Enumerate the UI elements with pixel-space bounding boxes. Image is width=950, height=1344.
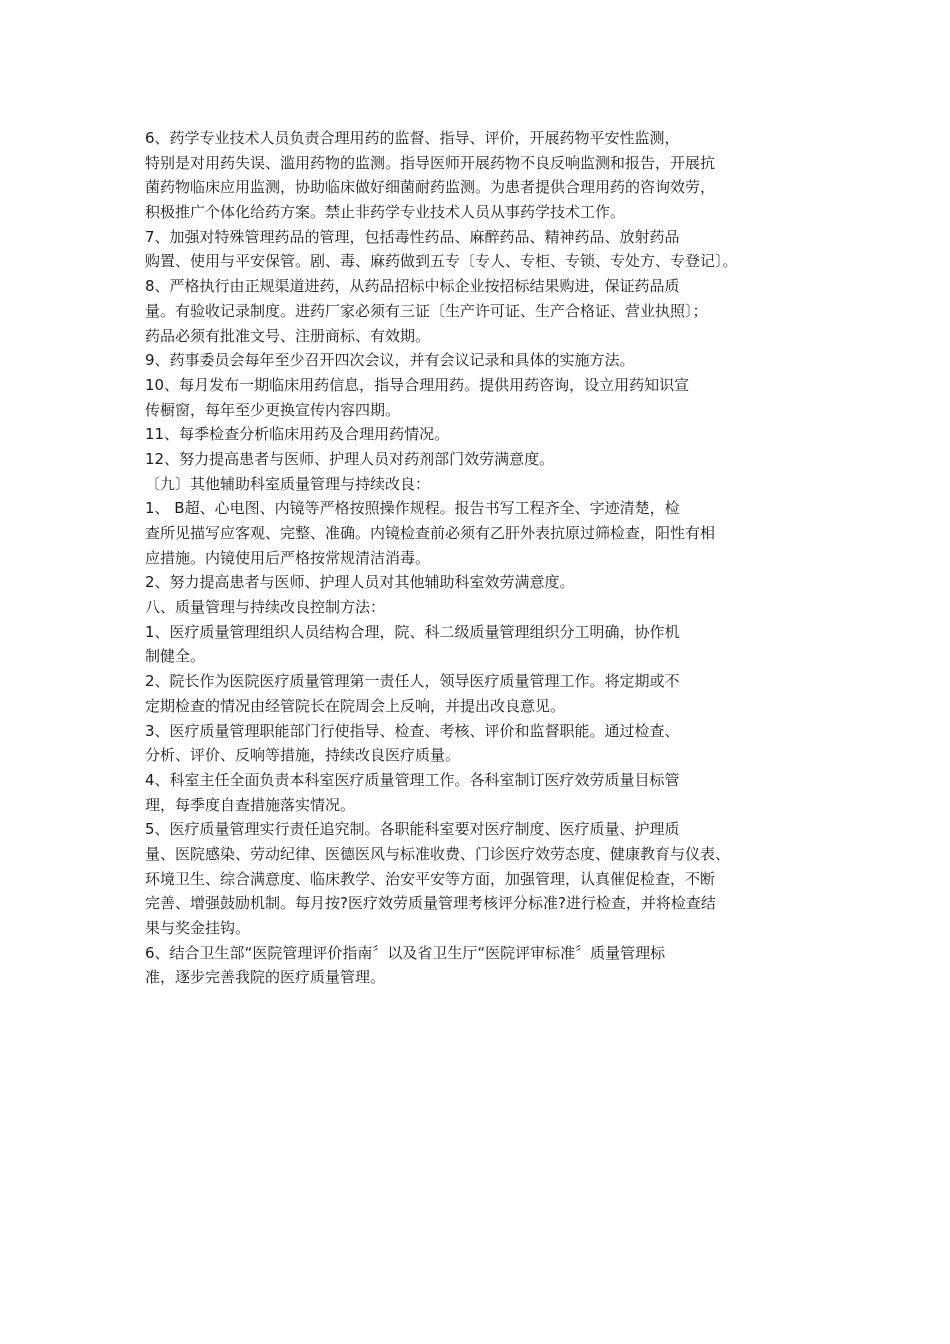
text-line: 药品必须有批准文号、注册商标、有效期。 (145, 326, 431, 345)
text-line: 11、每季检查分析临床用药及合理用药情况。 (145, 425, 450, 444)
text-line: 购置、使用与平安保管。剧、毒、麻药做到五专〔专人、专柜、专锁、专处方、专登记〕。 (145, 252, 738, 271)
text-line: 定期检查的情况由经管院长在院周会上反响，并提出改良意见。 (145, 696, 566, 715)
text-line: 5、医疗质量管理实行责任追究制。各职能科室要对医疗制度、医疗质量、护理质 (145, 820, 680, 839)
text-line: 分析、评价、反响等措施，持续改良医疗质量。 (145, 746, 461, 765)
text-line: 10、每月发布一期临床用药信息，指导合理用药。提供用药咨询，设立用药知识宣 (145, 375, 690, 394)
document-body (145, 126, 825, 990)
text-line: 理，每季度自查措施落实情况。 (145, 795, 356, 814)
text-line: 传橱窗，每年至少更换宣传内容四期。 (145, 400, 401, 419)
text-line: 菌药物临床应用监测，协助临床做好细菌耐药监测。为患者提供合理用药的咨询效劳， (145, 178, 716, 197)
text-line: 果与奖金挂钩。 (145, 919, 251, 937)
text-line: 2、院长作为医院医疗质量管理第一责任人，领导医疗质量管理工作。将定期或不 (145, 672, 680, 691)
text-line: 环境卫生、综合满意度、临床教学、治安平安等方面，加强管理，认真催促检查，不断 (145, 869, 716, 888)
text-line: 4、科室主任全面负责本科室医疗质量管理工作。各科室制订医疗效劳质量目标管 (145, 770, 680, 789)
text-line: 9、药事委员会每年至少召开四次会议，并有会议记录和具体的实施方法。 (145, 351, 635, 370)
text-line: 1、医疗质量管理组织人员结构合理，院、科二级质量管理组织分工明确，协作机 (145, 622, 680, 641)
text-line: 完善、增强鼓励机制。每月按?医疗效劳质量管理考核评分标准?进行检查，并将检查结 (145, 894, 716, 913)
text-line: 查所见描写应客观、完整、准确。内镜检查前必须有乙肝外表抗原过筛检查，阳性有相 (145, 524, 716, 542)
text-line: 应措施。内镜使用后严格按常规清洁消毒。 (145, 548, 431, 567)
text-line: 量、医院感染、劳动纪律、医德医风与标准收费、门诊医疗效劳态度、健康教育与仪表、 (145, 844, 731, 863)
text-line: 6、结合卫生部“医院管理评价指南〞以及省卫生厅“医院评审标准〞质量管理标 (145, 943, 666, 962)
text-line: 制健全。 (145, 647, 206, 666)
text-line: 2、努力提高患者与医师、护理人员对其他辅助科室效劳满意度。 (145, 573, 575, 592)
text-line: 〔九〕其他辅助科室质量管理与持续改良： (145, 474, 431, 493)
text-line: 积极推广个体化给药方案。禁止非药学专业技术人员从事药学技术工作。 (145, 203, 626, 222)
text-line: 准，逐步完善我院的医疗质量管理。 (145, 968, 386, 987)
text-line: 12、努力提高患者与医师、护理人员对药剂部门效劳满意度。 (145, 449, 555, 468)
text-line: 量。有验收记录制度。进药厂家必须有三证〔生产许可证、生产合格证、营业执照〕； (145, 301, 708, 320)
text-line: 6、药学专业技术人员负责合理用药的监督、指导、评价，开展药物平安性监测， (145, 129, 680, 147)
text-line: 特别是对用药失误、滥用药物的监测。指导医师开展药物不良反响监测和报告，开展抗 (145, 153, 716, 172)
text-line: 八、质量管理与持续改良控制方法： (145, 598, 386, 617)
text-line: 7、加强对特殊管理药品的管理，包括毒性药品、麻醉药品、精神药品、放射药品 (145, 227, 680, 246)
text-line: 8、严格执行由正规渠道进药，从药品招标中标企业按招标结果购进，保证药品质 (145, 277, 680, 296)
text-line: 1、 B超、心电图、内镜等严格按照操作规程。报告书写工程齐全、字迹清楚，检 (145, 499, 680, 518)
text-line: 3、医疗质量管理职能部门行使指导、检查、考核、评价和监督职能。通过检查、 (145, 721, 680, 740)
